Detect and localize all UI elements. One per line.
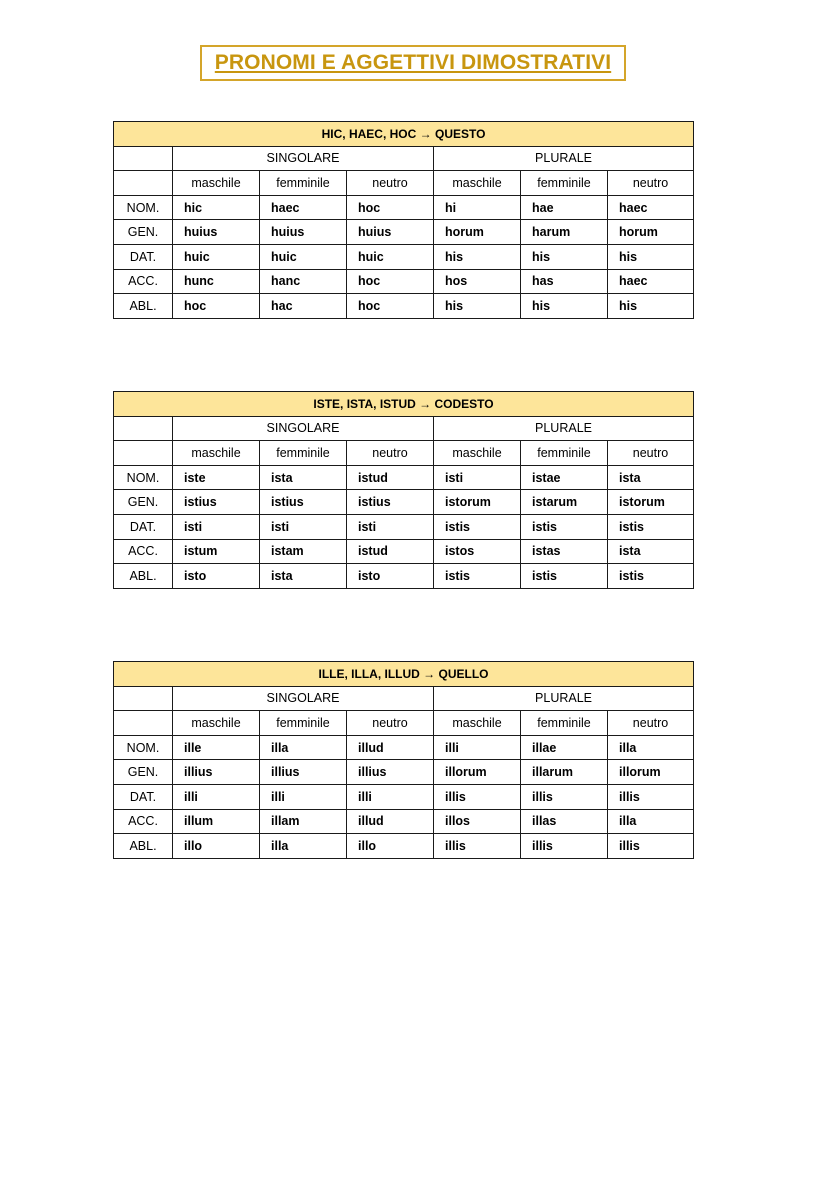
form-cell: iste xyxy=(173,465,260,490)
form-cell: istorum xyxy=(608,490,694,515)
gender-label: maschile xyxy=(173,171,260,196)
table-row xyxy=(114,294,694,319)
empty-corner-cell xyxy=(114,441,173,466)
form-cell: istam xyxy=(260,539,347,564)
form-cell: istius xyxy=(173,490,260,515)
form-cell: hoc xyxy=(347,195,434,220)
declension-table xyxy=(113,661,694,859)
table-row xyxy=(114,514,694,539)
gender-label: maschile xyxy=(434,441,521,466)
case-label: GEN. xyxy=(114,760,173,785)
table-heading-row xyxy=(114,392,694,417)
form-cell: hos xyxy=(434,269,521,294)
form-cell: illius xyxy=(347,760,434,785)
form-cell: illud xyxy=(347,809,434,834)
form-cell: illi xyxy=(434,735,521,760)
form-cell: illae xyxy=(521,735,608,760)
plural-group-label: PLURALE xyxy=(434,146,694,171)
form-cell: isti xyxy=(434,465,521,490)
form-cell: istius xyxy=(347,490,434,515)
form-cell: illi xyxy=(347,784,434,809)
gender-label: femminile xyxy=(521,441,608,466)
form-cell: illi xyxy=(260,784,347,809)
case-label: ABL. xyxy=(114,834,173,859)
form-cell: illo xyxy=(173,834,260,859)
form-cell: huic xyxy=(347,244,434,269)
form-cell: illi xyxy=(173,784,260,809)
case-label: ACC. xyxy=(114,809,173,834)
gender-label: femminile xyxy=(260,711,347,736)
form-cell: illorum xyxy=(434,760,521,785)
form-cell: hoc xyxy=(173,294,260,319)
form-cell: haec xyxy=(260,195,347,220)
form-cell: istud xyxy=(347,539,434,564)
form-cell: istas xyxy=(521,539,608,564)
form-cell: isto xyxy=(347,564,434,589)
gender-label: maschile xyxy=(434,171,521,196)
form-cell: istorum xyxy=(434,490,521,515)
form-cell: istis xyxy=(608,564,694,589)
title-box xyxy=(200,45,626,81)
gender-label: neutro xyxy=(608,171,694,196)
form-cell: his xyxy=(434,294,521,319)
case-label: NOM. xyxy=(114,465,173,490)
gender-label: maschile xyxy=(173,711,260,736)
form-cell: ista xyxy=(608,465,694,490)
form-cell: isto xyxy=(173,564,260,589)
table-heading-row xyxy=(114,122,694,147)
form-cell: his xyxy=(608,294,694,319)
form-cell: huic xyxy=(173,244,260,269)
case-label: GEN. xyxy=(114,220,173,245)
table-row xyxy=(114,195,694,220)
form-cell: isti xyxy=(260,514,347,539)
table-row xyxy=(114,269,694,294)
form-cell: horum xyxy=(434,220,521,245)
case-label: NOM. xyxy=(114,735,173,760)
form-cell: isti xyxy=(173,514,260,539)
empty-corner-cell xyxy=(114,416,173,441)
form-cell: ille xyxy=(173,735,260,760)
form-cell: illos xyxy=(434,809,521,834)
table-heading: HIC, HAEC, HOC → QUESTO xyxy=(114,122,694,147)
gender-label: femminile xyxy=(521,711,608,736)
table-row xyxy=(114,735,694,760)
form-cell: istius xyxy=(260,490,347,515)
table-row xyxy=(114,834,694,859)
number-group-row xyxy=(114,416,694,441)
form-cell: istos xyxy=(434,539,521,564)
singular-group-label: SINGOLARE xyxy=(173,686,434,711)
form-cell: istis xyxy=(434,564,521,589)
table-row xyxy=(114,539,694,564)
case-label: ACC. xyxy=(114,539,173,564)
case-label: NOM. xyxy=(114,195,173,220)
table-heading: ISTE, ISTA, ISTUD → CODESTO xyxy=(114,392,694,417)
form-cell: his xyxy=(521,244,608,269)
form-cell: hi xyxy=(434,195,521,220)
form-cell: huius xyxy=(260,220,347,245)
empty-corner-cell xyxy=(114,171,173,196)
gender-label: maschile xyxy=(173,441,260,466)
table-row xyxy=(114,490,694,515)
form-cell: huius xyxy=(173,220,260,245)
form-cell: illam xyxy=(260,809,347,834)
form-cell: his xyxy=(434,244,521,269)
form-cell: huius xyxy=(347,220,434,245)
table-row xyxy=(114,784,694,809)
form-cell: horum xyxy=(608,220,694,245)
gender-label: neutro xyxy=(608,711,694,736)
form-cell: hae xyxy=(521,195,608,220)
gender-label: neutro xyxy=(347,711,434,736)
form-cell: illius xyxy=(173,760,260,785)
form-cell: illum xyxy=(173,809,260,834)
form-cell: his xyxy=(608,244,694,269)
gender-label: neutro xyxy=(347,171,434,196)
gender-row xyxy=(114,441,694,466)
form-cell: illis xyxy=(521,784,608,809)
gender-row xyxy=(114,711,694,736)
form-cell: illis xyxy=(434,834,521,859)
form-cell: ista xyxy=(260,564,347,589)
form-cell: istae xyxy=(521,465,608,490)
table-row xyxy=(114,564,694,589)
form-cell: illas xyxy=(521,809,608,834)
gender-row xyxy=(114,171,694,196)
form-cell: isti xyxy=(347,514,434,539)
form-cell: illa xyxy=(260,834,347,859)
declension-table xyxy=(113,121,694,319)
form-cell: illis xyxy=(608,784,694,809)
form-cell: illis xyxy=(608,834,694,859)
form-cell: huic xyxy=(260,244,347,269)
form-cell: harum xyxy=(521,220,608,245)
form-cell: hoc xyxy=(347,294,434,319)
form-cell: hanc xyxy=(260,269,347,294)
number-group-row xyxy=(114,146,694,171)
page-title: PRONOMI E AGGETTIVI DIMOSTRATIVI xyxy=(214,51,612,74)
form-cell: illa xyxy=(260,735,347,760)
singular-group-label: SINGOLARE xyxy=(173,416,434,441)
table-row xyxy=(114,465,694,490)
form-cell: ista xyxy=(260,465,347,490)
form-cell: ista xyxy=(608,539,694,564)
table-heading-row xyxy=(114,662,694,687)
table-row xyxy=(114,760,694,785)
number-group-row xyxy=(114,686,694,711)
form-cell: istis xyxy=(608,514,694,539)
declension-table xyxy=(113,391,694,589)
case-label: DAT. xyxy=(114,244,173,269)
case-label: DAT. xyxy=(114,784,173,809)
case-label: ABL. xyxy=(114,564,173,589)
empty-corner-cell xyxy=(114,711,173,736)
form-cell: istis xyxy=(521,564,608,589)
gender-label: femminile xyxy=(260,441,347,466)
plural-group-label: PLURALE xyxy=(434,686,694,711)
gender-label: neutro xyxy=(608,441,694,466)
plural-group-label: PLURALE xyxy=(434,416,694,441)
form-cell: his xyxy=(521,294,608,319)
form-cell: illa xyxy=(608,735,694,760)
form-cell: istis xyxy=(521,514,608,539)
case-label: GEN. xyxy=(114,490,173,515)
form-cell: haec xyxy=(608,195,694,220)
form-cell: hoc xyxy=(347,269,434,294)
form-cell: istum xyxy=(173,539,260,564)
form-cell: illius xyxy=(260,760,347,785)
table-row xyxy=(114,244,694,269)
form-cell: illarum xyxy=(521,760,608,785)
form-cell: hac xyxy=(260,294,347,319)
form-cell: illo xyxy=(347,834,434,859)
gender-label: femminile xyxy=(260,171,347,196)
form-cell: illud xyxy=(347,735,434,760)
form-cell: hic xyxy=(173,195,260,220)
form-cell: istud xyxy=(347,465,434,490)
gender-label: femminile xyxy=(521,171,608,196)
singular-group-label: SINGOLARE xyxy=(173,146,434,171)
table-row xyxy=(114,220,694,245)
case-label: ABL. xyxy=(114,294,173,319)
form-cell: illorum xyxy=(608,760,694,785)
empty-corner-cell xyxy=(114,146,173,171)
form-cell: illa xyxy=(608,809,694,834)
form-cell: illis xyxy=(521,834,608,859)
form-cell: haec xyxy=(608,269,694,294)
table-row xyxy=(114,809,694,834)
gender-label: neutro xyxy=(347,441,434,466)
form-cell: istarum xyxy=(521,490,608,515)
form-cell: has xyxy=(521,269,608,294)
case-label: DAT. xyxy=(114,514,173,539)
table-heading: ILLE, ILLA, ILLUD → QUELLO xyxy=(114,662,694,687)
form-cell: istis xyxy=(434,514,521,539)
form-cell: illis xyxy=(434,784,521,809)
gender-label: maschile xyxy=(434,711,521,736)
form-cell: hunc xyxy=(173,269,260,294)
empty-corner-cell xyxy=(114,686,173,711)
case-label: ACC. xyxy=(114,269,173,294)
